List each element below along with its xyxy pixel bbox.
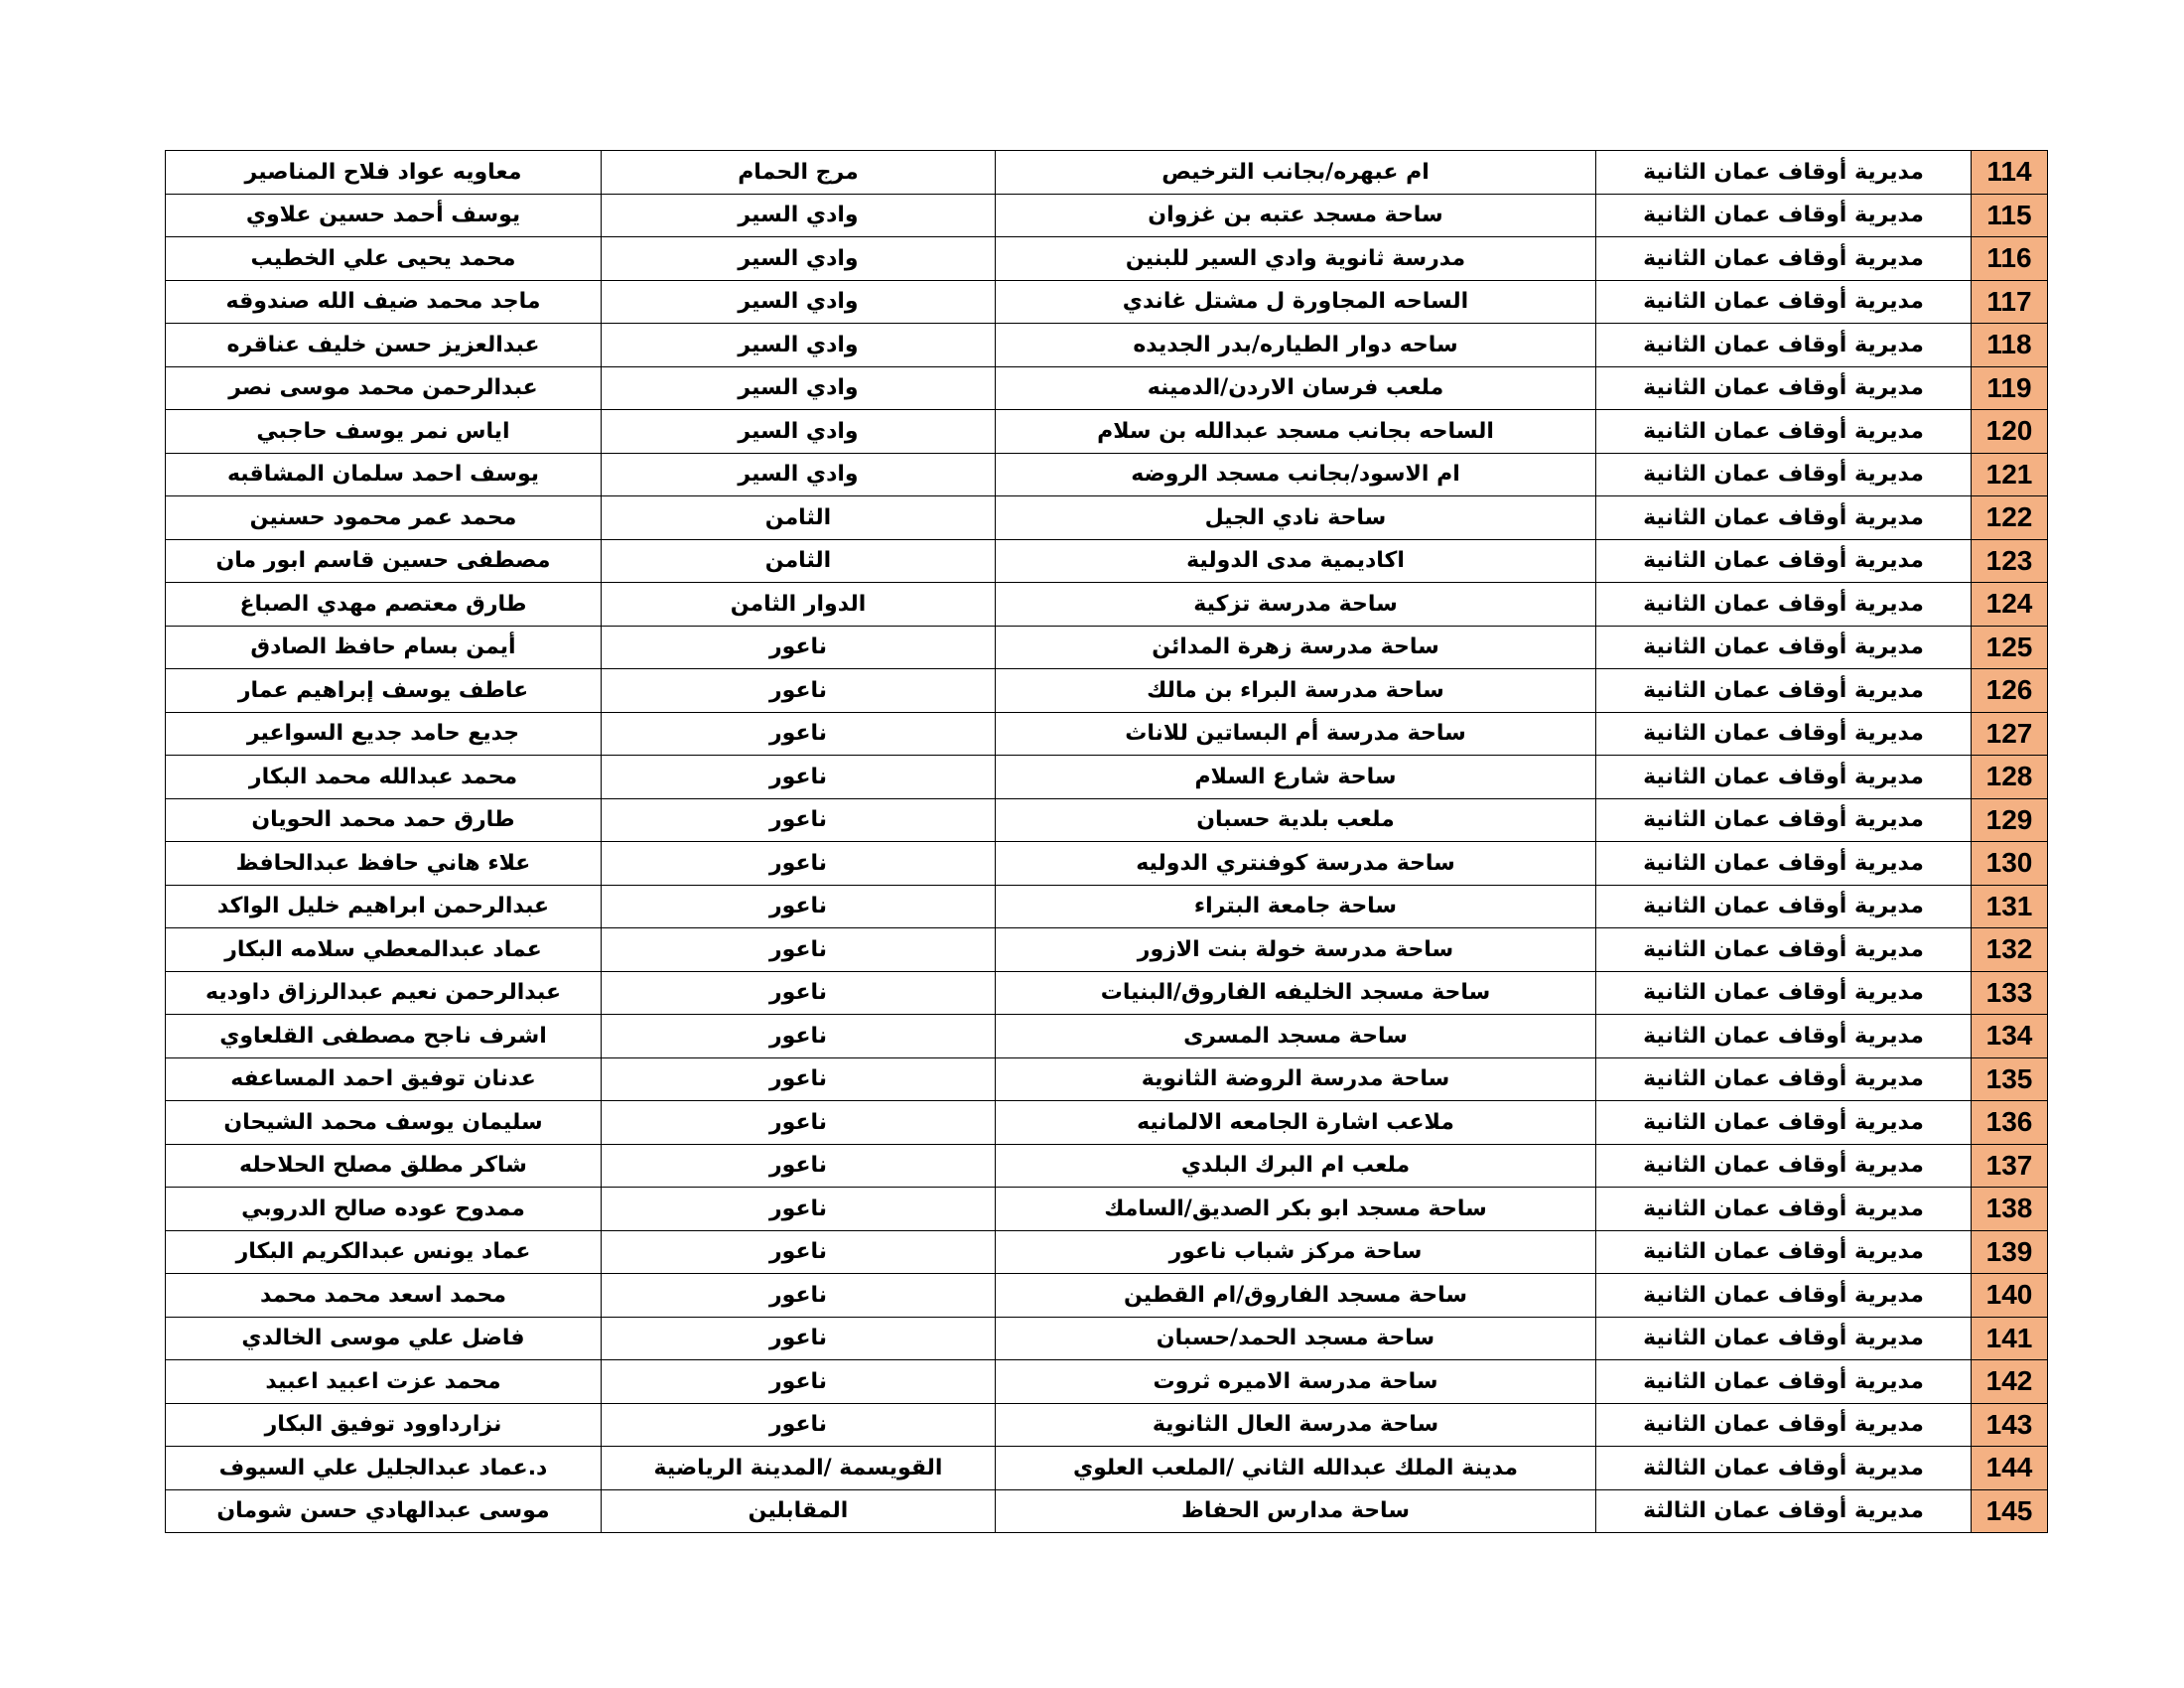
directorate-cell: مديرية أوقاف عمان الثانية [1596, 280, 1972, 324]
directorate-cell: مديرية أوقاف عمان الثانية [1596, 366, 1972, 410]
directorate-cell: مديرية أوقاف عمان الثانية [1596, 1360, 1972, 1404]
name-cell: طارق معتصم مهدي الصباغ [166, 583, 602, 627]
row-number-cell: 122 [1972, 496, 2048, 540]
table-row [166, 1447, 2048, 1490]
directorate-cell: مديرية أوقاف عمان الثانية [1596, 1144, 1972, 1188]
row-number-cell: 117 [1972, 280, 2048, 324]
directorate-cell: مديرية أوقاف عمان الثانية [1596, 583, 1972, 627]
area-cell: وادي السير [602, 280, 996, 324]
area-cell: الثامن [602, 539, 996, 583]
area-cell: وادي السير [602, 410, 996, 454]
location-cell: ملاعب اشارة الجامعه الالمانيه [996, 1101, 1596, 1145]
area-cell: ناعور [602, 712, 996, 756]
name-cell: اياس نمر يوسف حاجبي [166, 410, 602, 454]
location-cell: ساحة مدرسة الاميره ثروت [996, 1360, 1596, 1404]
table-row [166, 1015, 2048, 1058]
location-cell: ملعب فرسان الاردن/الدمينه [996, 366, 1596, 410]
table-row [166, 453, 2048, 496]
name-cell: عماد يونس عبدالكريم البكار [166, 1230, 602, 1274]
directorate-cell: مديرية أوقاف عمان الثانية [1596, 237, 1972, 281]
name-cell: طارق حمد محمد الحويان [166, 798, 602, 842]
area-cell: ناعور [602, 1101, 996, 1145]
name-cell: سليمان يوسف محمد الشيحان [166, 1101, 602, 1145]
table-row [166, 237, 2048, 281]
name-cell: محمد عزت اعبيد اعبيد [166, 1360, 602, 1404]
table-row [166, 669, 2048, 713]
table-row [166, 1360, 2048, 1404]
table-row [166, 539, 2048, 583]
location-cell: ساحة مدرسة كوفنتري الدوليه [996, 842, 1596, 886]
row-number-cell: 132 [1972, 928, 2048, 972]
name-cell: عاطف يوسف إبراهيم عمار [166, 669, 602, 713]
name-cell: يوسف أحمد حسين علاوي [166, 194, 602, 237]
area-cell: الدوار الثامن [602, 583, 996, 627]
location-cell: الساحه المجاورة ل مشتل غاندي [996, 280, 1596, 324]
row-number-cell: 140 [1972, 1274, 2048, 1318]
table-body [166, 151, 2048, 1533]
row-number-cell: 136 [1972, 1101, 2048, 1145]
directorate-cell: مديرية أوقاف عمان الثانية [1596, 1015, 1972, 1058]
name-cell: أيمن بسام حافظ الصادق [166, 626, 602, 669]
row-number-cell: 131 [1972, 885, 2048, 928]
name-cell: ماجد محمد ضيف الله صندوقه [166, 280, 602, 324]
row-number-cell: 121 [1972, 453, 2048, 496]
location-cell: ساحة مركز شباب ناعور [996, 1230, 1596, 1274]
table-row [166, 756, 2048, 799]
area-cell: ناعور [602, 885, 996, 928]
area-cell: ناعور [602, 928, 996, 972]
name-cell: علاء هاني حافظ عبدالحافظ [166, 842, 602, 886]
directorate-cell: مديرية أوقاف عمان الثانية [1596, 669, 1972, 713]
name-cell: عدنان توفيق احمد المساعفه [166, 1057, 602, 1101]
area-cell: وادي السير [602, 237, 996, 281]
table-row [166, 151, 2048, 195]
name-cell: ممدوح عوده صالح الدروبي [166, 1188, 602, 1231]
row-number-cell: 124 [1972, 583, 2048, 627]
area-cell: ناعور [602, 1188, 996, 1231]
table-row [166, 928, 2048, 972]
area-cell: وادي السير [602, 194, 996, 237]
location-cell: ساحة مدرسة العال الثانوية [996, 1403, 1596, 1447]
row-number-cell: 144 [1972, 1447, 2048, 1490]
location-cell: ساحة مدرسة البراء بن مالك [996, 669, 1596, 713]
table-row [166, 626, 2048, 669]
name-cell: موسى عبدالهادي حسن شومان [166, 1489, 602, 1533]
table-row [166, 1101, 2048, 1145]
row-number-cell: 116 [1972, 237, 2048, 281]
table-row [166, 712, 2048, 756]
name-cell: شاكر مطلق مصلح الحلاحله [166, 1144, 602, 1188]
location-cell: ساحة مسجد ابو بكر الصديق/السامك [996, 1188, 1596, 1231]
directorate-cell: مديرية أوقاف عمان الثانية [1596, 410, 1972, 454]
directorate-cell: مديرية أوقاف عمان الثانية [1596, 539, 1972, 583]
table-row [166, 971, 2048, 1015]
area-cell: ناعور [602, 1230, 996, 1274]
name-cell: محمد عبدالله محمد البكار [166, 756, 602, 799]
location-cell: ساحة مسجد المسرى [996, 1015, 1596, 1058]
name-cell: يوسف احمد سلمان المشاقبه [166, 453, 602, 496]
row-number-cell: 118 [1972, 324, 2048, 367]
name-cell: مصطفى حسين قاسم ابور مان [166, 539, 602, 583]
directorate-cell: مديرية أوقاف عمان الثانية [1596, 324, 1972, 367]
directorate-cell: مديرية أوقاف عمان الثانية [1596, 756, 1972, 799]
row-number-cell: 142 [1972, 1360, 2048, 1404]
location-cell: ساحة مدرسة الروضة الثانوية [996, 1057, 1596, 1101]
directorate-cell: مديرية أوقاف عمان الثانية [1596, 1230, 1972, 1274]
area-cell: ناعور [602, 798, 996, 842]
name-cell: محمد عمر محمود حسنين [166, 496, 602, 540]
row-number-cell: 126 [1972, 669, 2048, 713]
row-number-cell: 133 [1972, 971, 2048, 1015]
area-cell: ناعور [602, 756, 996, 799]
area-cell: ناعور [602, 842, 996, 886]
directorate-cell: مديرية أوقاف عمان الثانية [1596, 1403, 1972, 1447]
row-number-cell: 115 [1972, 194, 2048, 237]
table-row [166, 1230, 2048, 1274]
name-cell: عماد عبدالمعطي سلامه البكار [166, 928, 602, 972]
directorate-cell: مديرية أوقاف عمان الثانية [1596, 1274, 1972, 1318]
directorate-cell: مديرية أوقاف عمان الثانية [1596, 1188, 1972, 1231]
name-cell: عبدالرحمن نعيم عبدالرزاق داوديه [166, 971, 602, 1015]
area-cell: ناعور [602, 1317, 996, 1360]
location-cell: ساحة مدرسة خولة بنت الازور [996, 928, 1596, 972]
area-cell: ناعور [602, 669, 996, 713]
row-number-cell: 130 [1972, 842, 2048, 886]
area-cell: ناعور [602, 1057, 996, 1101]
row-number-cell: 145 [1972, 1489, 2048, 1533]
location-cell: اكاديمية مدى الدولية [996, 539, 1596, 583]
area-cell: ناعور [602, 1274, 996, 1318]
row-number-cell: 141 [1972, 1317, 2048, 1360]
location-cell: مدرسة ثانوية وادي السير للبنين [996, 237, 1596, 281]
name-cell: جديع حامد جديع السواعير [166, 712, 602, 756]
directorate-cell: مديرية أوقاف عمان الثانية [1596, 971, 1972, 1015]
location-cell: ساحة مسجد عتبه بن غزوان [996, 194, 1596, 237]
directorate-cell: مديرية أوقاف عمان الثانية [1596, 626, 1972, 669]
directorate-cell: مديرية أوقاف عمان الثانية [1596, 1101, 1972, 1145]
directorate-cell: مديرية أوقاف عمان الثانية [1596, 1317, 1972, 1360]
location-cell: ساحة مدرسة أم البساتين للاناث [996, 712, 1596, 756]
row-number-cell: 114 [1972, 151, 2048, 195]
area-cell: ناعور [602, 1360, 996, 1404]
location-cell: الساحه بجانب مسجد عبدالله بن سلام [996, 410, 1596, 454]
table-row [166, 1489, 2048, 1533]
table-row [166, 1057, 2048, 1101]
location-cell: ملعب بلدية حسبان [996, 798, 1596, 842]
location-cell: ساحة مدرسة تزكية [996, 583, 1596, 627]
row-number-cell: 125 [1972, 626, 2048, 669]
directorate-cell: مديرية أوقاف عمان الثالثة [1596, 1489, 1972, 1533]
name-cell: معاويه عواد فلاح المناصير [166, 151, 602, 195]
location-cell: مدينة الملك عبدالله الثاني /الملعب العلوي [996, 1447, 1596, 1490]
name-cell: نزارداوود توفيق البكار [166, 1403, 602, 1447]
table-row [166, 324, 2048, 367]
location-cell: ساحه دوار الطياره/بدر الجديده [996, 324, 1596, 367]
directorate-cell: مديرية أوقاف عمان الثانية [1596, 1057, 1972, 1101]
row-number-cell: 128 [1972, 756, 2048, 799]
directorate-cell: مديرية أوقاف عمان الثانية [1596, 928, 1972, 972]
table-row [166, 1403, 2048, 1447]
location-cell: ساحة مسجد الحمد/حسبان [996, 1317, 1596, 1360]
area-cell: ناعور [602, 971, 996, 1015]
name-cell: عبدالرحمن محمد موسى نصر [166, 366, 602, 410]
table-row [166, 798, 2048, 842]
location-cell: ساحة مسجد الخليفه الفاروق/البنيات [996, 971, 1596, 1015]
directorate-cell: مديرية أوقاف عمان الثانية [1596, 151, 1972, 195]
location-cell: ساحة مدارس الحفاظ [996, 1489, 1596, 1533]
area-cell: ناعور [602, 626, 996, 669]
directorate-cell: مديرية أوقاف عمان الثانية [1596, 453, 1972, 496]
location-cell: ساحة نادي الجيل [996, 496, 1596, 540]
row-number-cell: 119 [1972, 366, 2048, 410]
table-row [166, 1188, 2048, 1231]
area-cell: وادي السير [602, 453, 996, 496]
area-cell: ناعور [602, 1403, 996, 1447]
table-row [166, 366, 2048, 410]
row-number-cell: 127 [1972, 712, 2048, 756]
location-cell: ام عبهره/بجانب الترخيص [996, 151, 1596, 195]
row-number-cell: 139 [1972, 1230, 2048, 1274]
row-number-cell: 135 [1972, 1057, 2048, 1101]
area-cell: وادي السير [602, 324, 996, 367]
directorate-cell: مديرية أوقاف عمان الثانية [1596, 885, 1972, 928]
directorate-cell: مديرية أوقاف عمان الثانية [1596, 798, 1972, 842]
location-cell: ملعب ام البرك البلدي [996, 1144, 1596, 1188]
table-row [166, 280, 2048, 324]
directorate-cell: مديرية أوقاف عمان الثانية [1596, 496, 1972, 540]
table-row [166, 1274, 2048, 1318]
row-number-cell: 138 [1972, 1188, 2048, 1231]
row-number-cell: 134 [1972, 1015, 2048, 1058]
directorate-cell: مديرية أوقاف عمان الثانية [1596, 842, 1972, 886]
table-row [166, 583, 2048, 627]
row-number-cell: 143 [1972, 1403, 2048, 1447]
location-cell: ساحة مسجد الفاروق/ام القطين [996, 1274, 1596, 1318]
directorate-cell: مديرية أوقاف عمان الثانية [1596, 194, 1972, 237]
area-cell: الثامن [602, 496, 996, 540]
table-row [166, 410, 2048, 454]
name-cell: محمد اسعد محمد محمد [166, 1274, 602, 1318]
area-cell: القويسمة /المدينة الرياضية [602, 1447, 996, 1490]
directorate-cell: مديرية أوقاف عمان الثالثة [1596, 1447, 1972, 1490]
row-number-cell: 129 [1972, 798, 2048, 842]
table-row [166, 842, 2048, 886]
location-cell: ام الاسود/بجانب مسجد الروضه [996, 453, 1596, 496]
table-row [166, 1317, 2048, 1360]
directorate-cell: مديرية أوقاف عمان الثانية [1596, 712, 1972, 756]
row-number-cell: 123 [1972, 539, 2048, 583]
table-row [166, 496, 2048, 540]
table-row [166, 885, 2048, 928]
assignments-table [165, 150, 2048, 1533]
name-cell: عبدالرحمن ابراهيم خليل الواكد [166, 885, 602, 928]
area-cell: مرج الحمام [602, 151, 996, 195]
row-number-cell: 120 [1972, 410, 2048, 454]
location-cell: ساحة جامعة البتراء [996, 885, 1596, 928]
name-cell: فاضل علي موسى الخالدي [166, 1317, 602, 1360]
area-cell: وادي السير [602, 366, 996, 410]
location-cell: ساحة شارع السلام [996, 756, 1596, 799]
table-row [166, 1144, 2048, 1188]
name-cell: د.عماد عبدالجليل علي السيوف [166, 1447, 602, 1490]
location-cell: ساحة مدرسة زهرة المدائن [996, 626, 1596, 669]
table-row [166, 194, 2048, 237]
area-cell: المقابلين [602, 1489, 996, 1533]
row-number-cell: 137 [1972, 1144, 2048, 1188]
area-cell: ناعور [602, 1015, 996, 1058]
area-cell: ناعور [602, 1144, 996, 1188]
name-cell: محمد يحيى علي الخطيب [166, 237, 602, 281]
name-cell: اشرف ناجح مصطفى القلعاوي [166, 1015, 602, 1058]
name-cell: عبدالعزيز حسن خليف عناقره [166, 324, 602, 367]
